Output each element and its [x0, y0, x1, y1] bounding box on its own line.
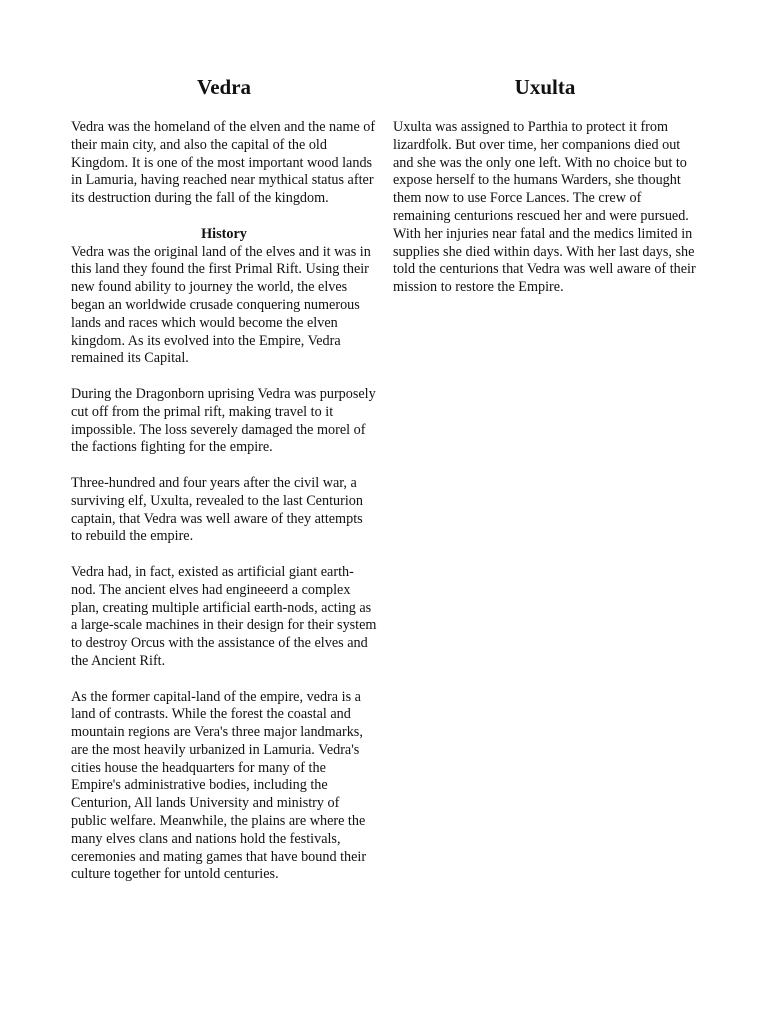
history-paragraph-2: During the Dragonborn uprising Vedra was purposely cut off from the primal rift, making travel to it impossible. The loss severely damaged the morel of the factions fighting for the empire. [71, 385, 376, 456]
history-section [71, 226, 377, 884]
uxulta-title: Uxulta [514, 75, 576, 99]
history-heading: History [201, 225, 247, 242]
vedra-title: Vedra [196, 75, 252, 99]
history-paragraph-4: Vedra had, in fact, existed as artificial giant earth-nod. The ancient elves had engineeerd a complex plan, creating multiple artificial earth-nods, acting as a large-scale machines in their design for their system to destroy Orcus with the assistance of the elves and the Ancient Rift. [71, 563, 377, 669]
history-paragraph-3: Three-hundred and four years after the civil war, a surviving elf, Uxulta, revealed to the last Centurion captain, that Vedra was well aware of they attempts to rebuild the empire. [71, 474, 363, 545]
vedra-column [71, 74, 377, 902]
history-paragraph-1: Vedra was the original land of the elves and it was in this land they found the first Primal Rift. Using their new found ability to journey the world, the elves began an worldwide crusade conquering numerous lands and races which would become the elven kingdom. As its evolved into the Empire, Vedra remained its Capital. [71, 243, 371, 367]
uxulta-column [393, 74, 697, 315]
uxulta-paragraph: Uxulta was assigned to Parthia to protect it from lizardfolk. But over time, her companions died out and she was the only one left. With no choice but to expose herself to the humans Warders, she thought them now to use Force Lances. The crew of remaining centurions rescued her and were pursued. With her injuries near fatal and the medics limited in supplies she died within days. With her last days, she told the centurions that Vedra was well aware of their mission to restore the Empire. [393, 119, 696, 296]
history-paragraph-5: As the former capital-land of the empire, vedra is a land of contrasts. While the forest the coastal and mountain regions are Vera's three major landmarks, are the most heavily urbanized in Lamuria. Vedra's cities house the headquarters for many of the Empire's administrative bodies, including the Centurion, All lands University and ministry of public welfare. Meanwhile, the plains are where the many elves clans and nations hold the festivals, ceremonies and mating games that have bound their culture together for untold centuries. [71, 688, 367, 883]
vedra-intro-paragraph: Vedra was the homeland of the elven and the name of their main city, and also the capital of the old Kingdom. It is one of the most important wood lands in Lamuria, having reached near mythical status after its destruction during the fall of the kingdom. [71, 119, 376, 207]
